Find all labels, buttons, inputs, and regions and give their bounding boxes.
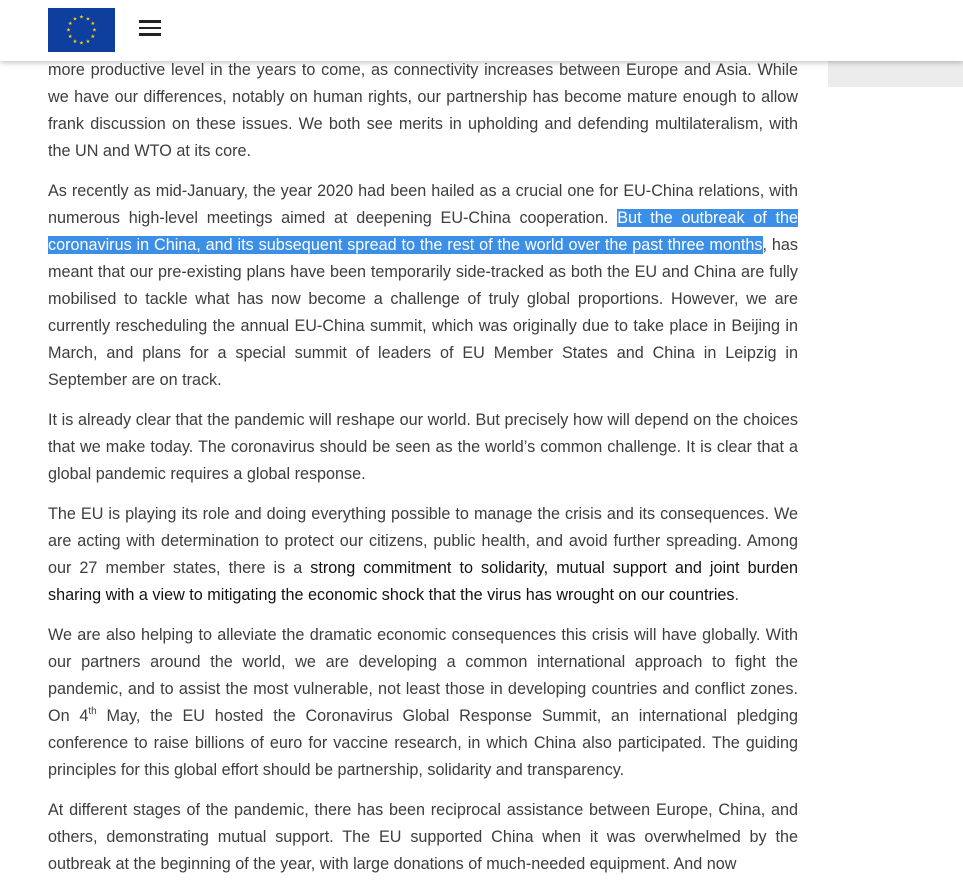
ordinal-superscript: th	[88, 705, 97, 717]
article-paragraph-6	[48, 797, 798, 878]
paragraph-text: The EU is playing its role and doing everything possible to manage the crisis and its consequences. We are acting with determination to protect our citizens, public health, and avoid further spreading. Among our 27 member states, there is a	[48, 505, 798, 577]
eu-flag-icon[interactable]	[48, 8, 115, 52]
article-paragraph-4	[48, 501, 798, 609]
svg-text:★: ★	[72, 16, 78, 23]
article-body	[48, 0, 798, 891]
paragraph-text: As recently as mid-January, the year 2020 had been hailed as a crucial one for EU-China relations, with numerous high-level meetings aimed at deepening EU-China cooperation.	[48, 182, 798, 227]
svg-text:★: ★	[79, 40, 84, 47]
hamburger-menu-icon[interactable]	[139, 20, 161, 36]
paragraph-text: It is already clear that the pandemic will reshape our world. But precisely how will depend on the choices that we make today. The coronavirus should be seen as the world’s common challenge. It is clear that a global pandemic requires a global response.	[48, 411, 798, 483]
svg-text:★: ★	[66, 27, 71, 34]
article-paragraph-2	[48, 178, 798, 394]
article-paragraph-3	[48, 407, 798, 488]
menu-bar	[139, 33, 161, 36]
svg-text:★: ★	[90, 34, 96, 41]
svg-text:★: ★	[85, 16, 91, 23]
menu-bar	[139, 27, 161, 30]
paragraph-text: more productive level in the years to come, as connectivity increases between Europe and Asia. While we have our differences, notably on human rights, our partnership has become mature enough to allow frank discussion on these issues. We both see merits in upholding and defending multilateralism, with the UN and WTO at its core.	[48, 61, 798, 160]
svg-text:★: ★	[67, 34, 73, 41]
paragraph-text: At different stages of the pandemic, there has been reciprocal assistance between Europe, China, and others, demonstrating mutual support. The EU supported China when it was overwhelmed by the outbreak at the beginning of the year, with large donations of much-needed equipment. And now	[48, 801, 798, 873]
site-header	[0, 0, 963, 61]
svg-text:★: ★	[72, 38, 78, 45]
svg-text:★: ★	[67, 21, 73, 28]
paragraph-text: , has meant that our pre-existing plans have been temporarily side-tracked as both the EU and China are fully mobilised to tackle what has now become a challenge of truly global proportions. However, we are currently rescheduling the annual EU-China summit, which was originally due to take place in Beijing in March, and plans for a special summit of leaders of EU Member States and China in Leipzig in September are on track.	[48, 236, 798, 389]
article-paragraph-1	[48, 57, 798, 165]
paragraph-text: .	[734, 586, 740, 604]
sidebar-panel	[828, 61, 963, 87]
article-paragraph-5	[48, 622, 798, 784]
selected-text-highlight[interactable]: But the outbreak of the coronavirus in China, and its subsequent spread to the rest of the world over the past three months	[48, 209, 799, 254]
menu-bar	[139, 20, 161, 23]
paragraph-text: May, the EU hosted the Coronavirus Global Response Summit, an international pledging conference to raise billions of euro for vaccine research, in which China also participated. The guiding principles for this global effort should be partnership, solidarity and transparency.	[48, 707, 798, 779]
svg-text:★: ★	[92, 27, 97, 34]
svg-text:★: ★	[79, 14, 84, 21]
paragraph-text: We are also helping to alleviate the dramatic economic consequences this crisis will have globally. With our partners around the world, we are developing a common international approach to fight the pandemic, and to assist the most vulnerable, not least those in developing countries and conflict zones. On 4	[48, 626, 798, 725]
emphasized-text: strong commitment to solidarity, mutual support and joint burden sharing with a view to mitigating the economic shock that the virus has wrought on our countries	[48, 559, 798, 604]
svg-text:★: ★	[90, 21, 96, 28]
svg-text:★: ★	[85, 38, 91, 45]
